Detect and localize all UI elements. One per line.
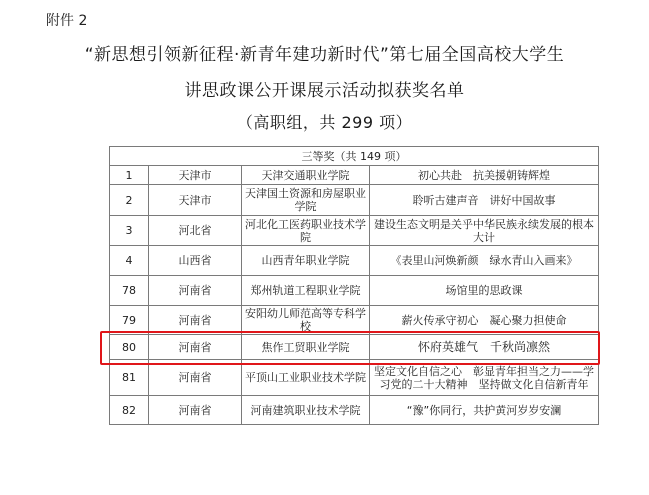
cell-no: 3 [110, 216, 149, 246]
table-row [110, 246, 599, 276]
cell-region: 河南省 [149, 276, 242, 306]
title-line-1: “新思想引领新征程·新青年建功新时代”第七届全国高校大学生 [84, 45, 565, 65]
cell-topic: 聆听古建声音 讲好中国故事 [370, 185, 599, 216]
cell-no: 1 [110, 166, 149, 185]
cell-school: 河北化工医药职业技术学院 [242, 216, 370, 246]
cell-school: 郑州轨道工程职业学院 [242, 276, 370, 306]
table-row [110, 306, 599, 335]
cell-topic: 坚定文化自信之心 彰显青年担当之力——学习党的二十大精神 坚持做文化自信新青年 [370, 360, 599, 396]
cell-school: 安阳幼儿师范高等专科学校 [242, 306, 370, 335]
table-row [110, 216, 599, 246]
cell-region: 河南省 [149, 306, 242, 335]
cell-topic: 薪火传承守初心 凝心聚力担使命 [370, 306, 599, 335]
title-line-3: （高职组，共 299 项） [236, 113, 413, 132]
table-row [110, 276, 599, 306]
cell-topic: 怀府英雄气 千秋尚凛然 [370, 335, 599, 360]
cell-region: 天津市 [149, 185, 242, 216]
cell-no: 80 [110, 335, 149, 360]
table-row [110, 166, 599, 185]
cell-no: 81 [110, 360, 149, 396]
cell-no: 79 [110, 306, 149, 335]
award-table [109, 146, 599, 425]
table-row [110, 335, 599, 360]
table-row [110, 396, 599, 425]
cell-no: 2 [110, 185, 149, 216]
title-line-2: 讲思政课公开课展示活动拟获奖名单 [184, 81, 465, 101]
cell-topic: 《表里山河焕新颜 绿水青山入画来》 [370, 246, 599, 276]
cell-region: 河南省 [149, 360, 242, 396]
cell-no: 82 [110, 396, 149, 425]
cell-topic: 初心共赴 抗美援朝铸辉煌 [370, 166, 599, 185]
cell-topic: 场馆里的思政课 [370, 276, 599, 306]
cell-region: 河北省 [149, 216, 242, 246]
cell-no: 4 [110, 246, 149, 276]
table-row [110, 185, 599, 216]
cell-school: 山西青年职业学院 [242, 246, 370, 276]
cell-topic: 建设生态文明是关乎中华民族永续发展的根本大计 [370, 216, 599, 246]
cell-school: 平顶山工业职业技术学院 [242, 360, 370, 396]
table-header-row [110, 147, 599, 166]
cell-school: 河南建筑职业技术学院 [242, 396, 370, 425]
cell-region: 山西省 [149, 246, 242, 276]
cell-school: 焦作工贸职业学院 [242, 335, 370, 360]
table-header: 三等奖（共 149 项） [110, 147, 599, 166]
attachment-label: 附件 2 [46, 13, 88, 29]
cell-region: 河南省 [149, 396, 242, 425]
cell-school: 天津交通职业学院 [242, 166, 370, 185]
cell-region: 天津市 [149, 166, 242, 185]
table-row [110, 360, 599, 396]
cell-topic: “豫”你同行，共护黄河岁岁安澜 [370, 396, 599, 425]
cell-school: 天津国土资源和房屋职业学院 [242, 185, 370, 216]
cell-region: 河南省 [149, 335, 242, 360]
cell-no: 78 [110, 276, 149, 306]
